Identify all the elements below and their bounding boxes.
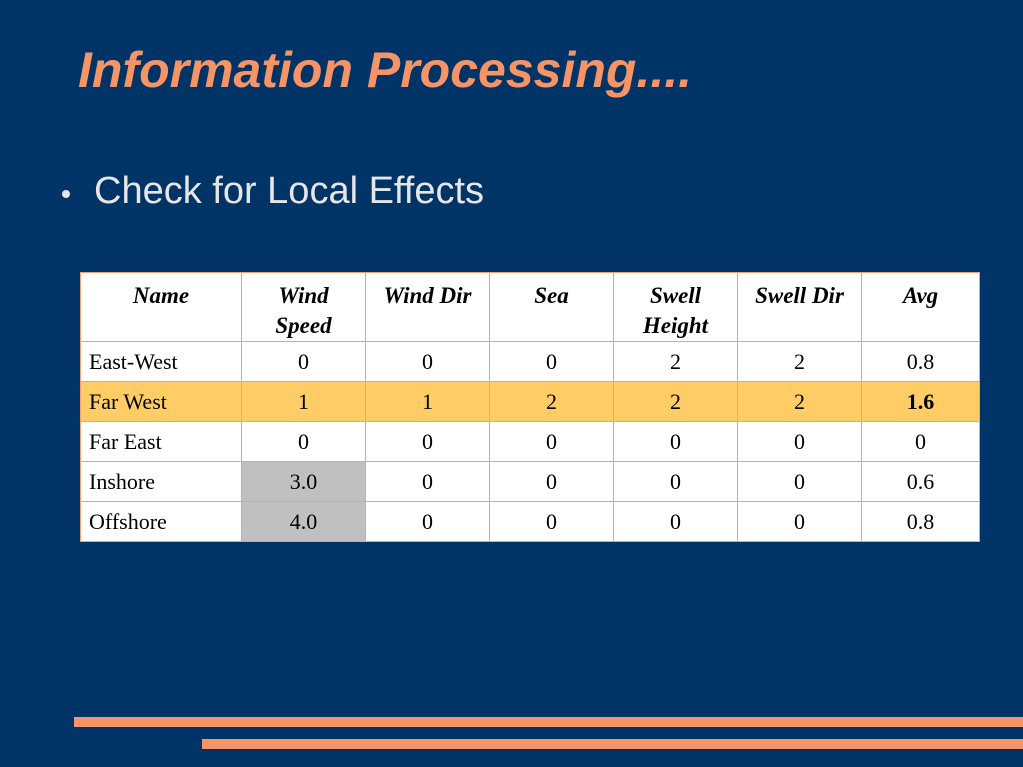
table-row (81, 462, 980, 502)
cell-avg: 0 (862, 422, 980, 462)
cell-swell-height: 2 (614, 382, 738, 422)
bullet-text: Check for Local Effects (94, 170, 485, 212)
cell-name: Inshore (81, 462, 242, 502)
cell-wind-speed: 0 (242, 342, 366, 382)
header-avg: Avg (862, 273, 980, 342)
table-row (81, 502, 980, 542)
cell-swell-dir: 0 (738, 502, 862, 542)
table-row-highlighted (81, 382, 980, 422)
cell-wind-dir: 1 (366, 382, 490, 422)
cell-swell-height: 2 (614, 342, 738, 382)
table-row (81, 342, 980, 382)
table-row (81, 422, 980, 462)
cell-wind-dir: 0 (366, 342, 490, 382)
decorative-stripe-top (74, 717, 1023, 727)
decorative-stripe-bottom (202, 739, 1023, 749)
cell-name: Far East (81, 422, 242, 462)
cell-sea: 2 (490, 382, 614, 422)
local-effects-table (80, 272, 980, 542)
cell-wind-speed: 0 (242, 422, 366, 462)
cell-sea: 0 (490, 422, 614, 462)
cell-swell-dir: 2 (738, 382, 862, 422)
cell-sea: 0 (490, 342, 614, 382)
bullet-item (62, 168, 484, 214)
cell-avg: 1.6 (862, 382, 980, 422)
cell-name: East-West (81, 342, 242, 382)
header-swell-height: Swell Height (614, 273, 738, 342)
slide-title: Information Processing.... (78, 42, 692, 98)
cell-avg: 0.8 (862, 342, 980, 382)
cell-avg: 0.8 (862, 502, 980, 542)
cell-swell-dir: 0 (738, 422, 862, 462)
cell-swell-dir: 2 (738, 342, 862, 382)
cell-wind-dir: 0 (366, 422, 490, 462)
cell-name: Offshore (81, 502, 242, 542)
cell-avg: 0.6 (862, 462, 980, 502)
cell-wind-speed: 3.0 (242, 462, 366, 502)
header-wind-speed: Wind Speed (242, 273, 366, 342)
cell-sea: 0 (490, 462, 614, 502)
cell-swell-height: 0 (614, 462, 738, 502)
bullet-dot-icon (62, 190, 70, 198)
header-sea: Sea (490, 273, 614, 342)
cell-wind-speed: 4.0 (242, 502, 366, 542)
cell-wind-dir: 0 (366, 462, 490, 502)
cell-sea: 0 (490, 502, 614, 542)
header-swell-dir: Swell Dir (738, 273, 862, 342)
table-header-row (81, 273, 980, 342)
cell-wind-speed: 1 (242, 382, 366, 422)
cell-swell-dir: 0 (738, 462, 862, 502)
header-wind-dir: Wind Dir (366, 273, 490, 342)
cell-wind-dir: 0 (366, 502, 490, 542)
cell-name: Far West (81, 382, 242, 422)
header-name: Name (81, 273, 242, 342)
cell-swell-height: 0 (614, 422, 738, 462)
cell-swell-height: 0 (614, 502, 738, 542)
